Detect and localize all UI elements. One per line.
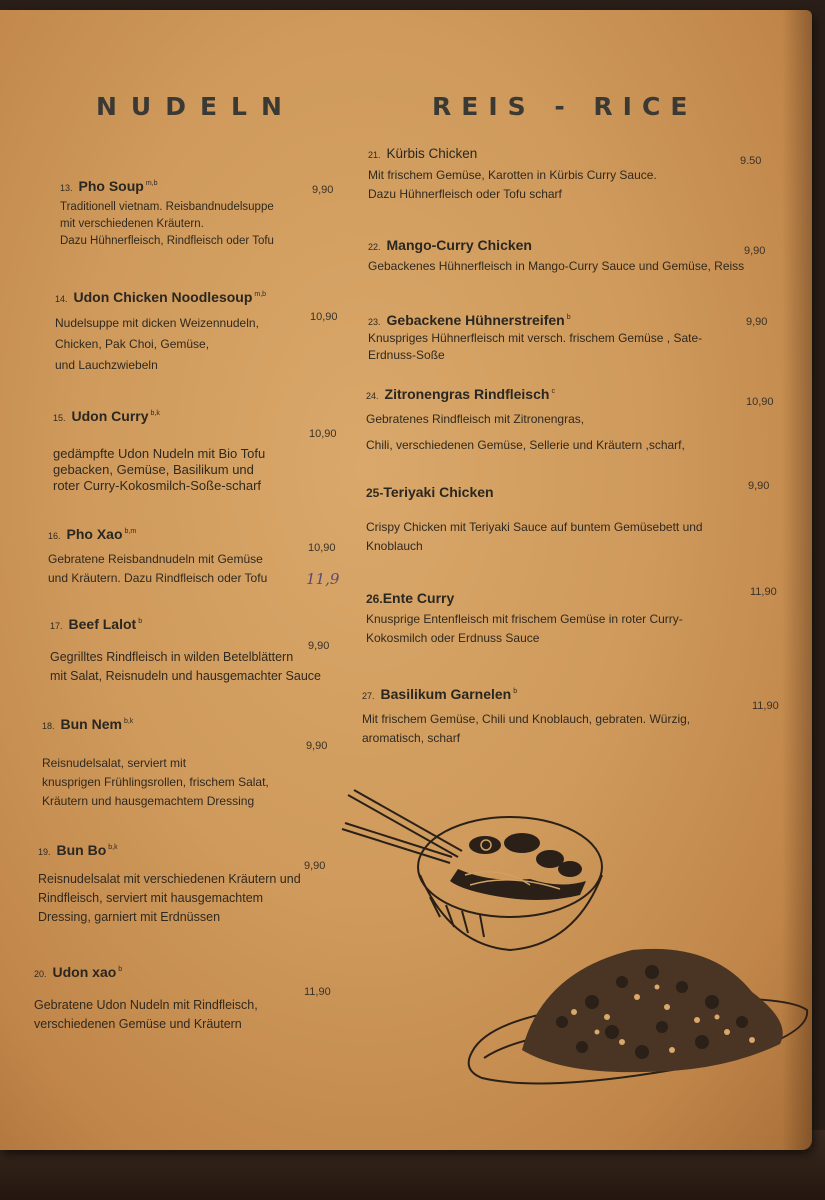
item-price: 9,90 — [306, 740, 328, 752]
item-price: 9,90 — [312, 184, 334, 196]
allergen-codes: c — [551, 387, 555, 395]
menu-item-15 — [53, 408, 353, 494]
allergen-codes: m,b — [254, 290, 267, 298]
allergen-codes: b,k — [108, 843, 118, 851]
item-price: 9,90 — [304, 860, 326, 872]
item-description: Traditionell vietnam. Reisbandnudelsuppe mit verschiedenen Kräutern. Dazu Hühnerfleisch, Rindfleisch oder Tofu — [60, 201, 274, 247]
heading-reis-rice: REIS - RICE — [432, 92, 698, 121]
item-name: Udon xao — [52, 964, 117, 980]
item-number: 19. — [38, 847, 51, 857]
item-description: Reisnudelsalat, serviert mit knusprigen Frühlingsrollen, frischem Salat, Kräutern und hausgemachtem Dressing — [42, 756, 269, 808]
menu-item-21 — [368, 145, 798, 204]
item-name: Teriyaki Chicken — [383, 484, 494, 500]
menu-item-20 — [34, 964, 334, 1034]
item-number: 25- — [366, 486, 384, 500]
item-description: Nudelsuppe mit dicken Weizennudeln, Chicken, Pak Choi, Gemüse, und Lauchzwiebeln — [55, 316, 259, 372]
item-description: Knuspriges Hühnerfleisch mit versch. frischem Gemüse , Sate- Erdnuss-Soße — [368, 331, 703, 362]
item-name: Pho Soup — [78, 178, 144, 194]
menu-item-13 — [60, 178, 360, 250]
item-price: 10,90 — [310, 311, 338, 323]
item-number: 23. — [368, 317, 381, 327]
item-number: 24. — [366, 391, 379, 401]
item-price: 10,90 — [309, 428, 337, 440]
handwritten-price: 11,9 — [306, 570, 340, 588]
item-number: 22. — [368, 242, 381, 252]
item-description: Gebackenes Hühnerfleisch in Mango-Curry Sauce und Gemüse, Reiss — [368, 259, 745, 273]
menu-item-22 — [368, 237, 798, 276]
allergen-codes: b — [566, 313, 571, 321]
item-description: Mit frischem Gemüse, Chili und Knoblauch, gebraten. Würzig, aromatisch, scharf — [362, 712, 691, 745]
item-description: Gebratenes Rindfleisch mit Zitronengras, Chili, verschiedenen Gemüse, Sellerie und Kräutern ,scharf, — [366, 412, 685, 452]
item-number: 14. — [55, 294, 68, 304]
item-number: 26. — [366, 592, 383, 606]
item-price: 9.50 — [740, 155, 762, 167]
item-number: 17. — [50, 621, 63, 631]
menu-item-27 — [362, 686, 792, 748]
item-name: Ente Curry — [382, 590, 455, 606]
item-number: 15. — [53, 413, 66, 423]
item-price: 9,90 — [744, 245, 766, 257]
menu-item-24 — [366, 386, 796, 458]
allergen-codes: b,m — [124, 527, 137, 535]
item-name: Bun Bo — [56, 842, 107, 858]
menu-item-25 — [366, 480, 796, 556]
item-name: Pho Xao — [66, 526, 123, 542]
item-price: 11,90 — [304, 986, 331, 998]
allergen-codes: b,k — [123, 717, 134, 725]
item-price: 10,90 — [308, 542, 336, 554]
allergen-codes: b — [118, 965, 123, 973]
item-name: Udon Curry — [71, 408, 149, 424]
allergen-codes: b,k — [150, 409, 160, 417]
item-description: Crispy Chicken mit Teriyaki Sauce auf buntem Gemüsebett und Knoblauch — [366, 520, 703, 553]
item-name: Beef Lalot — [68, 616, 137, 632]
heading-nudeln: NUDELN — [96, 92, 296, 121]
item-description: Gebratene Udon Nudeln mit Rindfleisch, verschiedenen Gemüse und Kräutern — [34, 998, 258, 1031]
item-description: Knusprige Entenfleisch mit frischem Gemüse in roter Curry- Kokosmilch oder Erdnuss Sauce — [366, 612, 683, 645]
item-description: Gegrilltes Rindfleisch in wilden Betelblättern mit Salat, Reisnudeln und hausgemachter Sauce — [50, 650, 321, 683]
menu-page — [0, 10, 812, 1150]
allergen-codes: m,b — [145, 179, 158, 187]
item-description: Mit frischem Gemüse, Karotten in Kürbis Curry Sauce. Dazu Hühnerfleisch oder Tofu scharf — [368, 168, 657, 201]
item-description: Reisnudelsalat mit verschiedenen Kräutern und Rindfleisch, serviert mit hausgemachtem Dressing, garniert mit Erdnüssen — [38, 872, 301, 924]
allergen-codes: b — [138, 617, 143, 625]
menu-item-14 — [55, 289, 355, 376]
item-price: 10,90 — [746, 396, 774, 408]
item-number: 20. — [34, 969, 47, 979]
menu-item-26 — [366, 586, 796, 648]
item-number: 21. — [368, 150, 381, 160]
menu-item-17 — [50, 616, 350, 686]
item-name: Zitronengras Rindfleisch — [384, 386, 550, 402]
item-number: 27. — [362, 691, 375, 701]
item-price: 9,90 — [746, 316, 768, 328]
item-number: 13. — [60, 183, 73, 193]
item-price: 9,90 — [748, 480, 770, 492]
fried-rice-plate-illustration — [462, 932, 822, 1092]
item-number: 18. — [42, 721, 55, 731]
menu-item-19 — [38, 842, 338, 927]
item-name: Kürbis Chicken — [386, 146, 478, 161]
item-name: Basilikum Garnelen — [380, 686, 512, 702]
item-name: Bun Nem — [60, 716, 122, 732]
allergen-codes: b — [513, 687, 518, 695]
item-name: Udon Chicken Noodlesoup — [73, 289, 253, 305]
item-price: 11,90 — [750, 586, 777, 598]
menu-item-18 — [42, 716, 342, 811]
item-name: Mango-Curry Chicken — [386, 237, 532, 253]
item-price: 9,90 — [308, 640, 330, 652]
menu-item-23 — [368, 312, 798, 364]
noodle-bowl-illustration — [340, 785, 620, 955]
item-number: 16. — [48, 531, 61, 541]
item-price: 11,90 — [752, 700, 779, 712]
item-name: Gebackene Hühnerstreifen — [386, 312, 565, 328]
menu-item-16 — [48, 526, 348, 588]
item-description: Gebratene Reisbandnudeln mit Gemüse und Kräutern. Dazu Rindfleisch oder Tofu — [48, 552, 268, 585]
item-description: gedämpfte Udon Nudeln mit Bio Tofu gebacken, Gemüse, Basilikum und roter Curry-Kokosmilch-Soße-scharf — [53, 446, 266, 493]
